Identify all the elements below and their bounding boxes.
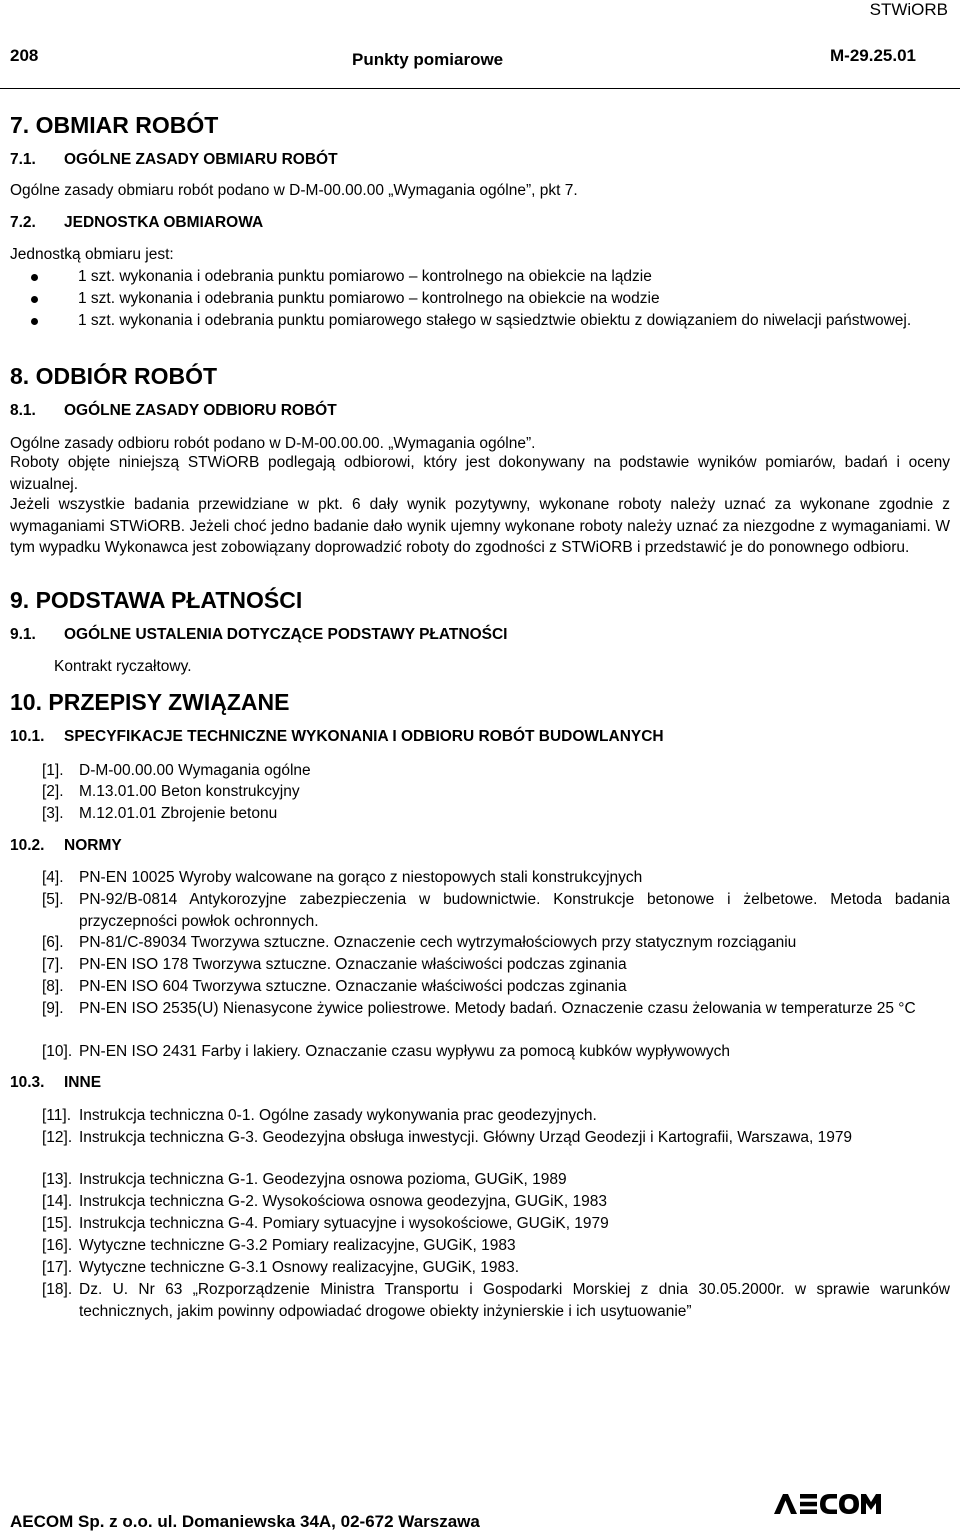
reference-text: Instrukcja techniczna G-3. Geodezyjna obsługa inwestycji. Główny Urząd Geodezji i Kartografii, Warszawa, 1979 [79,1129,853,1146]
section-number: 7.2. [10,214,36,231]
section-10-1-heading [10,726,664,747]
section-7-1-text: Ogólne zasady obmiaru robót podano w D-M-00.00.00 „Wymagania ogólne”, pkt 7. [10,182,578,199]
reference-text: Instrukcja techniczna G-2. Wysokościowa osnowa geodezyjna, GUGiK, 1983 [79,1193,607,1210]
reference-label: [5]. [42,891,64,908]
reference-item [42,932,950,954]
section-title: SPECYFIKACJE TECHNICZNE WYKONANIA I ODBIORU ROBÓT BUDOWLANYCH [64,728,664,745]
section-8-1-paragraph: Jeżeli wszystkie badania przewidziane w pkt. 6 dały wynik pozytywny, wykonane roboty należy uznać za wykonane zgodnie z wymaganiami STWiORB. Jeżeli choć jedno badanie dało wynik ujemny wykonane roboty należy uznać za niezgodne z wymaganiami. W tym wypadku Wykonawca jest zobowiązany doprowadzić roboty do zgodności z STWiORB i przedstawić je do ponownego odbioru. [10,496,950,556]
document-code-corner: STWiORB [869,0,948,19]
bullet-icon [31,296,38,303]
reference-text: Wytyczne techniczne G-3.2 Pomiary realizacyjne, GUGiK, 1983 [79,1237,516,1254]
bullet-text: 1 szt. wykonania i odebrania punktu pomiarowo – kontrolnego na obiekcie na lądzie [78,268,652,285]
reference-label: [1]. [42,762,64,779]
section-7-2-intro: Jednostką obmiaru jest: [10,246,174,263]
reference-text: Dz. U. Nr 63 „Rozporządzenie Ministra Transportu i Gospodarki Morskiej z dnia 30.05.2000r. w sprawie warunków technicznych, jakim powinny odpowiadać drogowe obiekty inżynierskie i ich usytuowanie” [79,1281,950,1320]
reference-label: [9]. [42,1000,64,1017]
section-10-heading: 10. PRZEPISY ZWIĄZANE [10,689,290,715]
reference-item [42,867,950,889]
reference-label: [16]. [42,1237,73,1254]
reference-text: PN-EN ISO 178 Tworzywa sztuczne. Oznaczanie właściwości podczas zginania [79,956,627,973]
reference-item [42,1279,950,1322]
reference-label: [10]. [42,1043,73,1060]
reference-item [42,781,950,803]
section-title: OGÓLNE USTALENIA DOTYCZĄCE PODSTAWY PŁATNOŚCI [64,626,508,643]
reference-item [42,1191,950,1213]
reference-label: [3]. [42,805,64,822]
reference-text: M.12.01.01 Zbrojenie betonu [79,805,278,822]
page-title: Punkty pomiarowe [352,50,504,69]
reference-text: PN-81/C-89034 Tworzywa sztuczne. Oznaczenie cech wytrzymałościowych przy statycznym rozciąganiu [79,934,797,951]
section-title: NORMY [64,837,122,854]
reference-text: PN-EN ISO 2431 Farby i lakiery. Oznaczanie czasu wypływu za pomocą kubków wypływowych [79,1043,730,1060]
reference-item [42,1213,950,1235]
reference-text: Instrukcja techniczna G-4. Pomiary sytuacyjne i wysokościowe, GUGiK, 1979 [79,1215,609,1232]
reference-item [42,1105,950,1127]
reference-text: M.13.01.00 Beton konstrukcyjny [79,783,300,800]
reference-label: [14]. [42,1193,73,1210]
section-title: INNE [64,1074,102,1091]
aecom-logo-icon [774,1493,882,1515]
reference-label: [13]. [42,1171,73,1188]
reference-label: [8]. [42,978,64,995]
section-number: 7.1. [10,151,36,168]
section-number: 10.2. [10,837,45,854]
section-7-1-heading [10,149,338,170]
bullet-item [10,266,950,288]
section-7-2-heading [10,212,263,233]
spec-code: M-29.25.01 [830,46,916,65]
reference-label: [18]. [42,1281,73,1298]
reference-text: PN-EN ISO 2535(U) Nienasycone żywice poliestrowe. Metody badań. Oznaczenie czasu żelowania w temperaturze 25 °C [79,1000,916,1017]
footer-address: AECOM Sp. z o.o. ul. Domaniewska 34A, 02-672 Warszawa [10,1512,480,1531]
reference-text: D-M-00.00.00 Wymagania ogólne [79,762,311,779]
section-title: OGÓLNE ZASADY OBMIARU ROBÓT [64,151,338,168]
reference-item [42,954,950,976]
reference-label: [7]. [42,956,64,973]
section-number: 10.1. [10,728,45,745]
section-8-1-paragraph: Roboty objęte niniejszą STWiORB podlegają odbiorowi, który jest dokonywany na podstawie wyników pomiarów, badań i oceny wizualnej. [10,454,950,493]
bullet-item [10,310,950,332]
bullet-item [10,288,950,310]
reference-item [42,803,950,825]
reference-label: [17]. [42,1259,73,1276]
reference-text: PN-EN 10025 Wyroby walcowane na gorąco z niestopowych stali konstrukcyjnych [79,869,643,886]
section-7-heading: 7. OBMIAR ROBÓT [10,112,219,138]
aecom-logo [774,1493,882,1520]
reference-label: [15]. [42,1215,73,1232]
reference-text: Instrukcja techniczna G-1. Geodezyjna osnowa pozioma, GUGiK, 1989 [79,1171,567,1188]
reference-item [42,1041,950,1063]
reference-item [42,760,950,782]
reference-item [42,889,950,932]
reference-item [42,1257,950,1279]
reference-item [42,1127,950,1149]
reference-item [42,976,950,998]
header-divider [0,88,960,89]
section-10-3-heading [10,1072,101,1093]
reference-label: [2]. [42,783,64,800]
reference-label: [11]. [42,1107,72,1124]
section-number: 8.1. [10,402,36,419]
section-number: 10.3. [10,1074,45,1091]
reference-text: Wytyczne techniczne G-3.1 Osnowy realizacyjne, GUGiK, 1983. [79,1259,520,1276]
bullet-icon [31,274,38,281]
section-8-1-heading [10,400,337,421]
section-9-1-text: Kontrakt ryczałtowy. [54,658,192,675]
section-number: 9.1. [10,626,36,643]
reference-item [42,998,950,1020]
page-number: 208 [10,46,39,65]
reference-text: PN-EN ISO 604 Tworzywa sztuczne. Oznaczanie właściwości podczas zginania [79,978,627,995]
reference-item [42,1235,950,1257]
reference-label: [6]. [42,934,64,951]
section-9-1-heading [10,624,507,645]
bullet-text: 1 szt. wykonania i odebrania punktu pomiarowo – kontrolnego na obiekcie na wodzie [78,290,660,307]
section-title: OGÓLNE ZASADY ODBIORU ROBÓT [64,402,337,419]
section-9-heading: 9. PODSTAWA PŁATNOŚCI [10,587,303,613]
bullet-icon [31,318,38,325]
section-title: JEDNOSTKA OBMIAROWA [64,214,264,231]
reference-label: [4]. [42,869,64,886]
section-8-heading: 8. ODBIÓR ROBÓT [10,363,218,389]
reference-item [42,1169,950,1191]
section-10-2-heading [10,835,122,856]
reference-label: [12]. [42,1129,73,1146]
reference-text: Instrukcja techniczna 0-1. Ogólne zasady wykonywania prac geodezyjnych. [79,1107,597,1124]
section-8-1-text: Ogólne zasady odbioru robót podano w D-M-00.00.00. „Wymagania ogólne”. [10,435,536,452]
reference-text: PN-92/B-0814 Antykorozyjne zabezpieczenia w budownictwie. Konstrukcje betonowe i żelbetowe. Metoda badania przyczepności powłok ochronnych. [79,891,950,930]
bullet-text: 1 szt. wykonania i odebrania punktu pomiarowego stałego w sąsiedztwie obiektu z dowiązaniem do niwelacji państwowej. [78,312,912,329]
